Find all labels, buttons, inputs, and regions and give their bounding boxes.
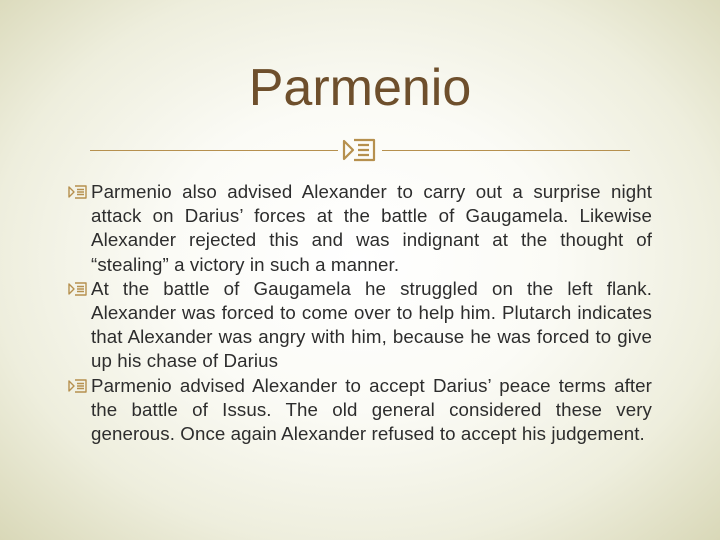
slide-title xyxy=(0,56,720,120)
bullet-item xyxy=(70,374,652,447)
title-divider-left xyxy=(90,150,338,151)
bullet-item xyxy=(70,180,652,277)
bullet-item xyxy=(70,277,652,374)
bullet-arrow-icon xyxy=(68,185,87,199)
bullet-text: At the battle of Gaugamela he struggled on the left flank. Alexander was forced to come over to help him. Plutarch indicates that Alexander was angry with him, because he was forced to give up his chase of Darius xyxy=(91,277,652,372)
bullet-list xyxy=(70,180,652,446)
slide-title-text: Parmenio xyxy=(248,59,472,117)
bullet-arrow-icon xyxy=(68,282,87,296)
bullet-text: Parmenio also advised Alexander to carry out a surprise night attack on Darius’ forces at the battle of Gaugamela. Likewise Alexander rejected this and was indignant at the thought of “stealing” a victory in such a manner. xyxy=(91,181,652,275)
bullet-arrow-icon xyxy=(68,379,87,393)
bullet-text: Parmenio advised Alexander to accept Darius’ peace terms after the battle of Issus. The old general considered these very generous. Once again Alexander refused to accept his judgement. xyxy=(91,374,652,445)
divider-arrow-icon xyxy=(340,136,380,164)
title-divider-right xyxy=(382,150,630,151)
